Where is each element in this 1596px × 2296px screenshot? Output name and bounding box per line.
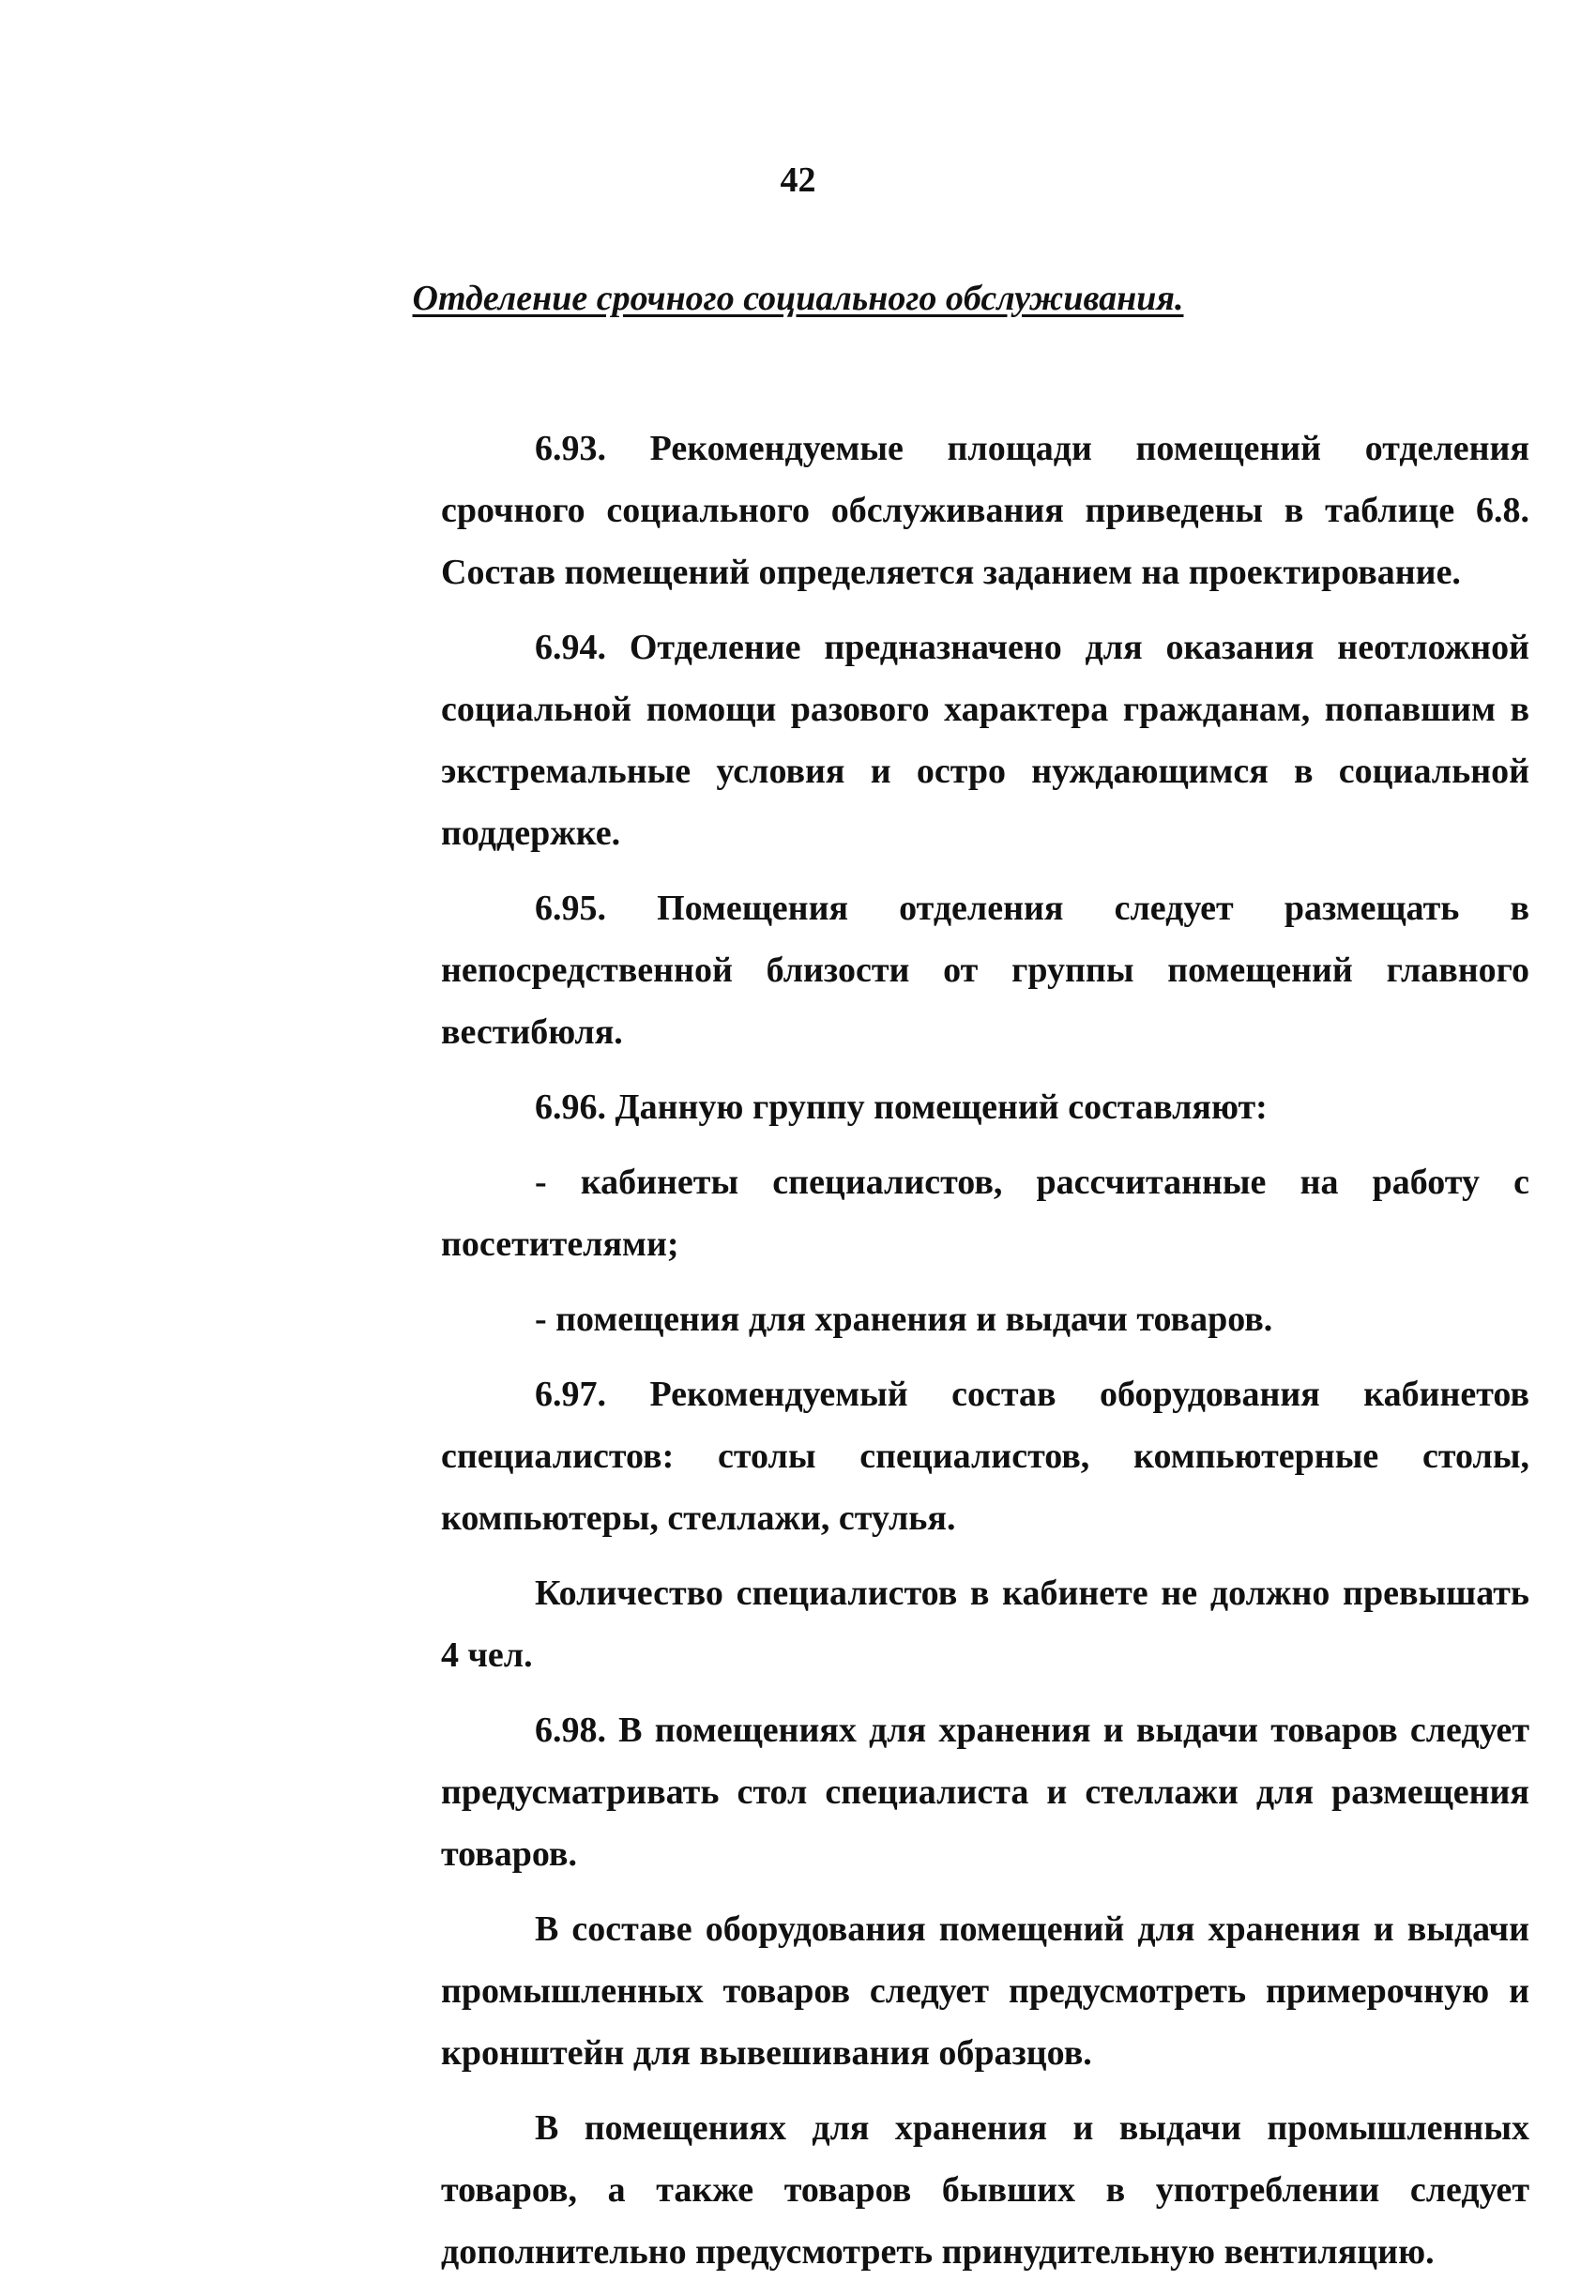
list-item-storage-rooms: - помещения для хранения и выдачи товаров. xyxy=(535,1300,1273,1339)
paragraph-6-94: 6.94. Отделение предназначено для оказания неотложной социальной помощи разового характера гражданам, попавшим в экстремальные условия и остро нуждающимся в социальной поддержке. xyxy=(441,628,1529,853)
paragraph-6-93: 6.93. Рекомендуемые площади помещений отделения срочного социального обслуживания приведены в таблице 6.8. Состав помещений определяется заданием на проектирование. xyxy=(441,429,1529,592)
section-title: Отделение срочного социального обслуживания. xyxy=(412,279,1184,318)
paragraph-fitting-room: В составе оборудования помещений для хранения и выдачи промышленных товаров следует предусмотреть примерочную и кронштейн для вывешивания образцов. xyxy=(441,1909,1529,2073)
paragraph-6-95: 6.95. Помещения отделения следует размещать в непосредственной близости от группы помещений главного вестибюля. xyxy=(441,889,1529,1052)
paragraph-specialist-count: Количество специалистов в кабинете не должно превышать 4 чел. xyxy=(441,1574,1529,1675)
paragraph-6-98: 6.98. В помещениях для хранения и выдачи товаров следует предусматривать стол специалиста и стеллажи для размещения товаров. xyxy=(441,1711,1529,1874)
paragraph-6-96: 6.96. Данную группу помещений составляют: xyxy=(535,1087,1268,1127)
document-body xyxy=(441,418,1529,2296)
paragraph-ventilation: В помещениях для хранения и выдачи промышленных товаров, а также товаров бывших в употреблении следует дополнительно предусмотреть принудительную вентиляцию. xyxy=(441,2108,1529,2272)
page-number: 42 xyxy=(780,160,816,200)
paragraph-6-97: 6.97. Рекомендуемый состав оборудования кабинетов специалистов: столы специалистов, компьютерные столы, компьютеры, стеллажи, стулья. xyxy=(441,1375,1529,1538)
list-item-specialist-offices: - кабинеты специалистов, рассчитанные на работу с посетителями; xyxy=(441,1163,1529,1264)
